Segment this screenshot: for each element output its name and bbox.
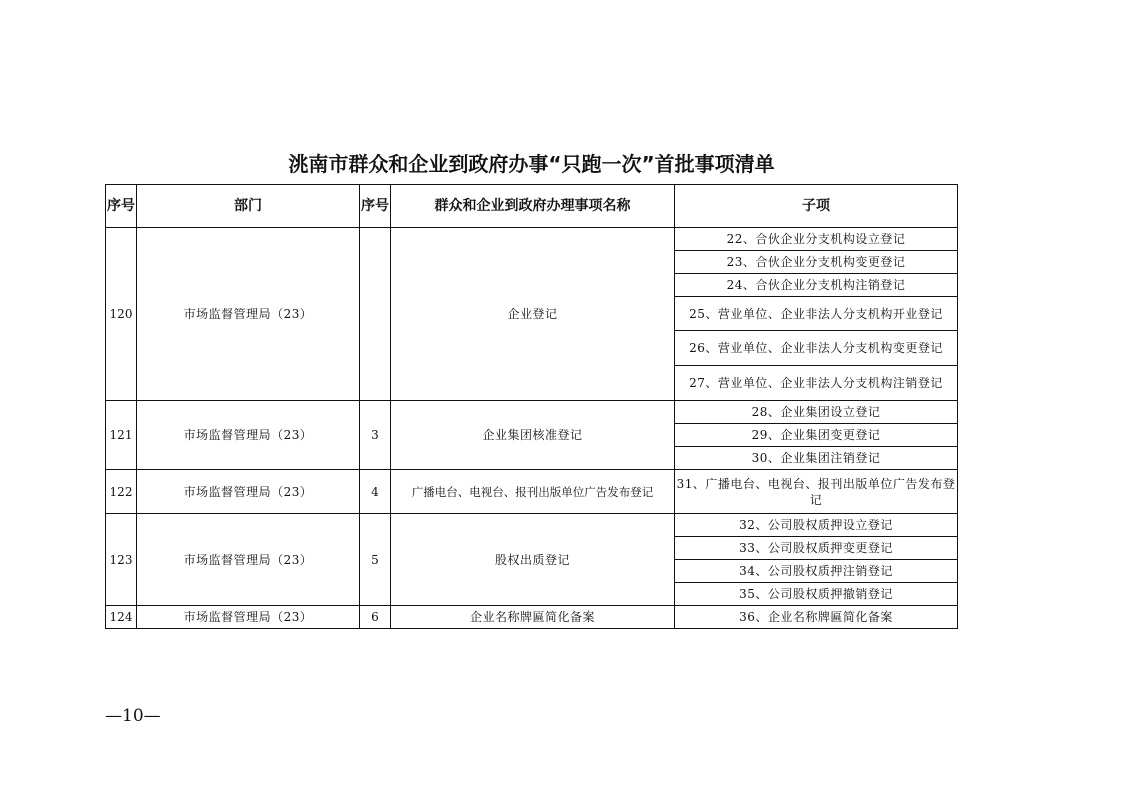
row-dept: 市场监督管理局（23） (137, 470, 360, 514)
row-sub-item: 34、公司股权质押注销登记 (675, 560, 958, 583)
row-seq: 124 (106, 606, 137, 629)
row-sub-item: 25、营业单位、企业非法人分支机构开业登记 (675, 297, 958, 331)
row-dept: 市场监督管理局（23） (137, 606, 360, 629)
table-row (106, 401, 958, 424)
table-row (106, 228, 958, 251)
row-seq: 120 (106, 228, 137, 401)
row-sub-item: 31、广播电台、电视台、报刊出版单位广告发布登记 (675, 470, 958, 514)
row-seq2: 4 (360, 470, 391, 514)
row-item: 企业名称牌匾简化备案 (391, 606, 675, 629)
table-row (106, 470, 958, 514)
table-row (106, 514, 958, 537)
row-dept: 市场监督管理局（23） (137, 401, 360, 470)
header-seq: 序号 (106, 185, 137, 228)
row-sub-item: 32、公司股权质押设立登记 (675, 514, 958, 537)
row-seq: 121 (106, 401, 137, 470)
row-sub-item: 23、合伙企业分支机构变更登记 (675, 251, 958, 274)
row-sub-item: 27、营业单位、企业非法人分支机构注销登记 (675, 366, 958, 401)
row-seq2: 3 (360, 401, 391, 470)
item-table (105, 184, 958, 629)
table-row (106, 606, 958, 629)
row-seq2 (360, 228, 391, 401)
page-number: —10— (105, 706, 161, 726)
page-title: 洮南市群众和企业到政府办事“只跑一次”首批事项清单 (288, 152, 775, 176)
row-sub-item: 26、营业单位、企业非法人分支机构变更登记 (675, 331, 958, 366)
table-header-row (106, 185, 958, 228)
row-sub-item: 35、公司股权质押撤销登记 (675, 583, 958, 606)
row-item: 股权出质登记 (391, 514, 675, 606)
row-item: 企业登记 (391, 228, 675, 401)
row-sub-item: 24、合伙企业分支机构注销登记 (675, 274, 958, 297)
row-item: 企业集团核准登记 (391, 401, 675, 470)
row-seq2: 5 (360, 514, 391, 606)
row-seq: 122 (106, 470, 137, 514)
row-sub-item: 36、企业名称牌匾简化备案 (675, 606, 958, 629)
row-sub-item: 33、公司股权质押变更登记 (675, 537, 958, 560)
header-sub: 子项 (675, 185, 958, 228)
row-sub-item: 29、企业集团变更登记 (675, 424, 958, 447)
header-seq2: 序号 (360, 185, 391, 228)
row-sub-item: 30、企业集团注销登记 (675, 447, 958, 470)
row-sub-item: 28、企业集团设立登记 (675, 401, 958, 424)
row-item: 广播电台、电视台、报刊出版单位广告发布登记 (391, 470, 675, 514)
row-dept: 市场监督管理局（23） (137, 514, 360, 606)
row-seq2: 6 (360, 606, 391, 629)
header-item: 群众和企业到政府办理事项名称 (391, 185, 675, 228)
row-dept: 市场监督管理局（23） (137, 228, 360, 401)
row-seq: 123 (106, 514, 137, 606)
header-dept: 部门 (137, 185, 360, 228)
row-sub-item: 22、合伙企业分支机构设立登记 (675, 228, 958, 251)
